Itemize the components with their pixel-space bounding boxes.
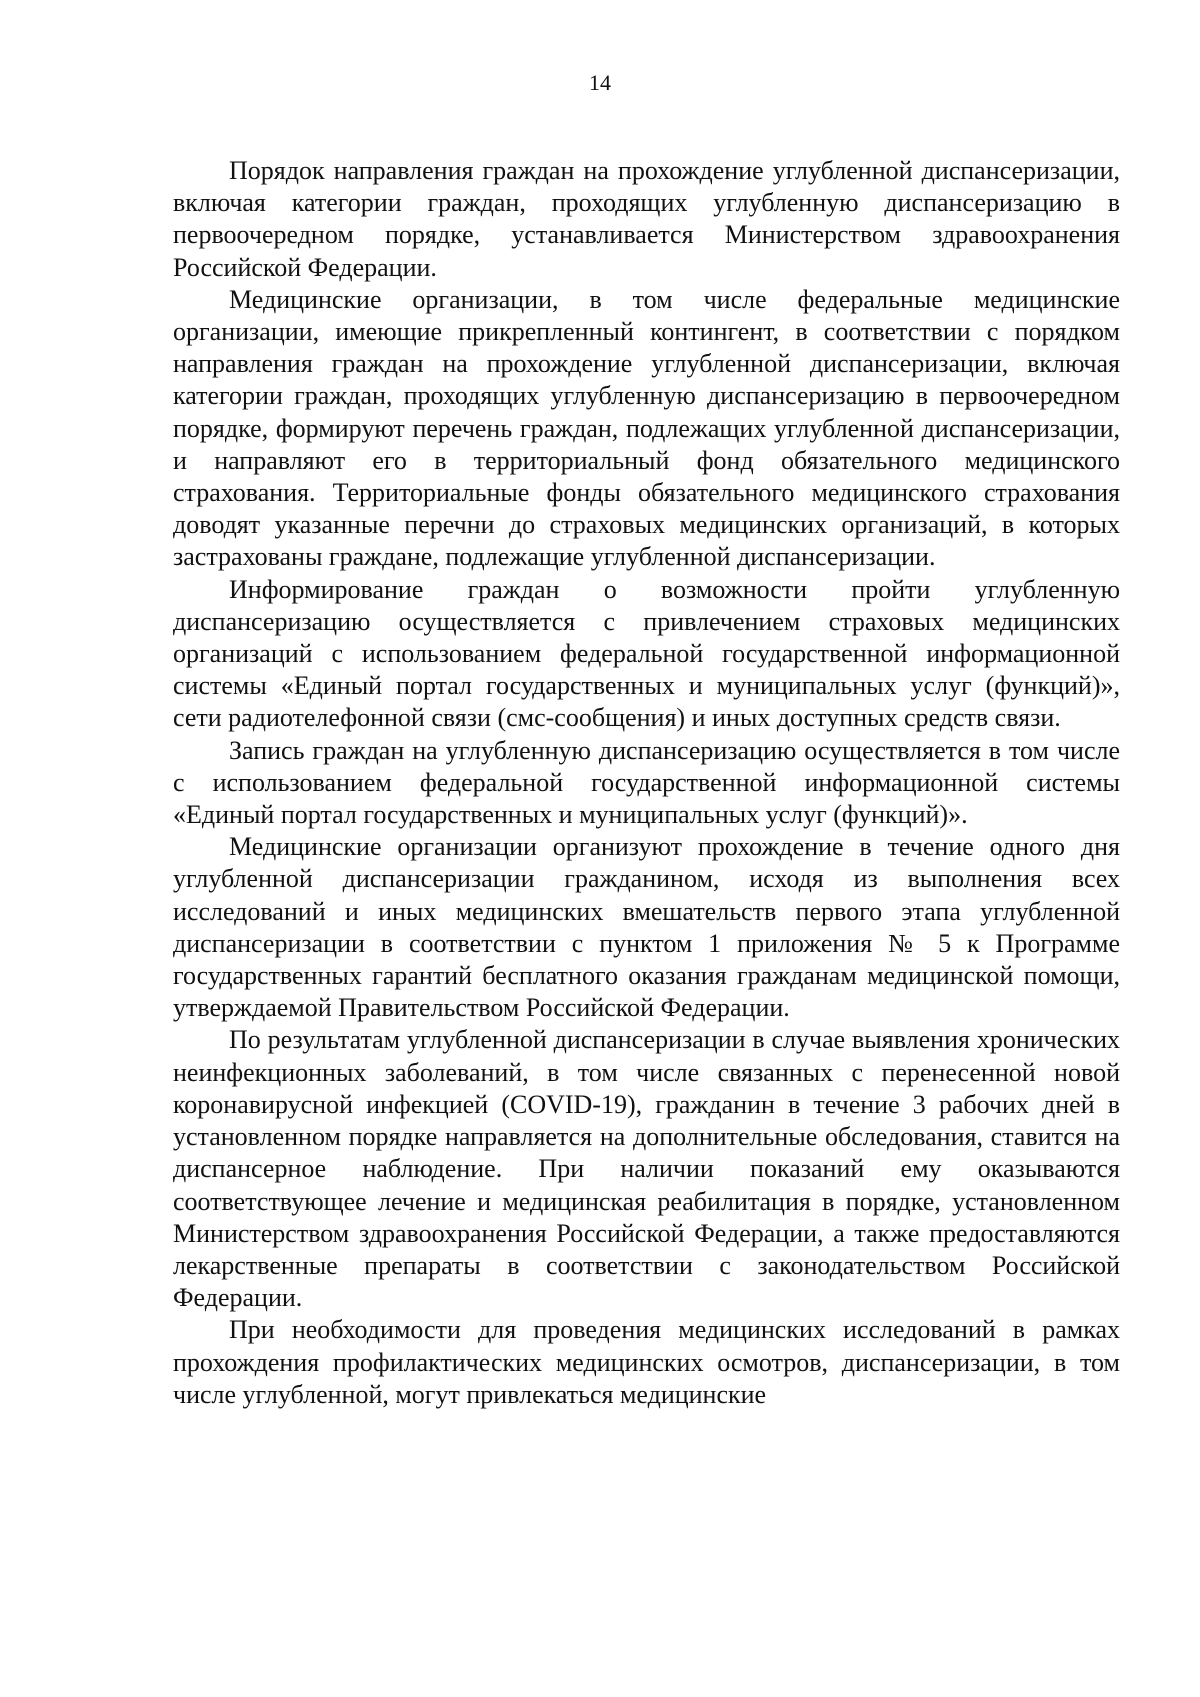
paragraph-citizen-informing: Информирование граждан о возможности пройти углубленную диспансеризацию осуществляется с привлечением страховых медицинских организаций с использованием федеральной государственной информационной системы «Единый портал государственных и муниципальных услуг (функций)», сети радиотелефонной связи (смс-сообщения) и иных доступных средств связи.: [173, 574, 1120, 733]
paragraph-one-day-examination: Медицинские организации организуют прохождение в течение одного дня углубленной диспансеризации гражданином, исходя из выполнения всех исследований и иных медицинских вмешательств первого этапа углубленной диспансеризации в соответствии с пунктом 1 приложения № 5 к Программе государственных гарантий бесплатного оказания гражданам медицинской помощи, утверждаемой Правительством Российской Федерации.: [173, 832, 1120, 1023]
paragraph-registration: Запись граждан на углубленную диспансеризацию осуществляется в том числе с использованием федеральной государственной информационной системы «Единый портал государственных и муниципальных услуг (функций)».: [173, 735, 1120, 830]
document-body: [173, 155, 1120, 1411]
paragraph-referral-procedure: Порядок направления граждан на прохождение углубленной диспансеризации, включая категории граждан, проходящих углубленную диспансеризацию в первоочередном порядке, устанавливается Министерством здравоохранения Российской Федерации.: [173, 156, 1120, 282]
paragraph-additional-organizations: При необходимости для проведения медицинских исследований в рамках прохождения профилактических медицинских осмотров, диспансеризации, в том числе углубленной, могут привлекаться медицинские: [173, 1315, 1120, 1409]
paragraph-results-follow-up: По результатам углубленной диспансеризации в случае выявления хронических неинфекционных заболеваний, в том числе связанных с перенесенной новой коронавирусной инфекцией (COVID-19), гражданин в течение 3 рабочих дней в установленном порядке направляется на дополнительные обследования, ставится на диспансерное наблюдение. При наличии показаний ему оказываются соответствующее лечение и медицинская реабилитация в порядке, установленном Министерством здравоохранения Российской Федерации, а также предоставляются лекарственные препараты в соответствии с законодательством Российской Федерации.: [173, 1025, 1120, 1313]
page-number: 14: [589, 70, 611, 95]
paragraph-medical-organizations-lists: Медицинские организации, в том числе федеральные медицинские организации, имеющие прикрепленный контингент, в соответствии с порядком направления граждан на прохождение углубленной диспансеризации, включая категории граждан, проходящих углубленную диспансеризацию в первоочередном порядке, формируют перечень граждан, подлежащих углубленной диспансеризации, и направляют его в территориальный фонд обязательного медицинского страхования. Территориальные фонды обязательного медицинского страхования доводят указанные перечни до страховых медицинских организаций, в которых застрахованы граждане, подлежащие углубленной диспансеризации.: [173, 284, 1120, 572]
